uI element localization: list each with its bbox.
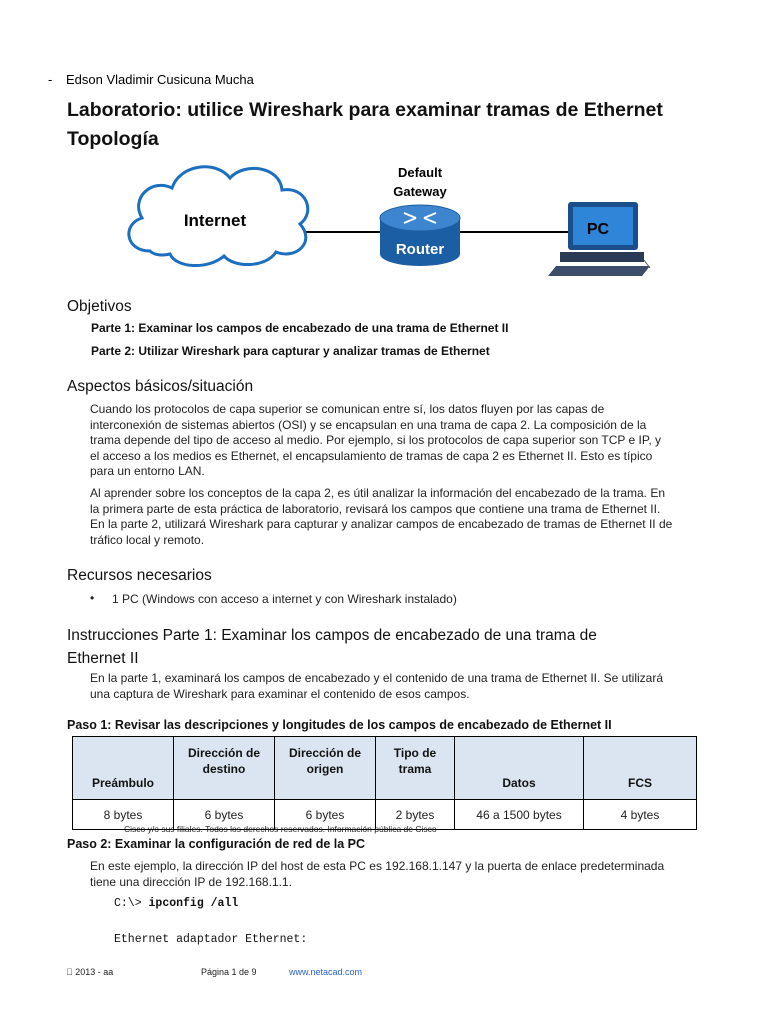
paso-2-heading: Paso 2: Examinar la configuración de red de la PC — [67, 837, 366, 851]
recursos-list-item — [90, 591, 457, 606]
cell-preambulo: 8 bytes — [73, 800, 174, 830]
pc-label: PC — [586, 221, 610, 238]
header-text: trama — [398, 762, 432, 776]
instrucciones-heading-line2: Ethernet II — [67, 650, 139, 667]
recursos-heading: Recursos necesarios — [67, 567, 212, 584]
header-text: FCS — [628, 776, 652, 790]
topology-heading: Topología — [67, 128, 159, 150]
command-text: ipconfig /all — [148, 897, 239, 910]
cell-fcs: 4 bytes — [584, 800, 697, 830]
cell-tipo-trama: 2 bytes — [376, 800, 455, 830]
text-line: el acceso a los medios es Ethernet, el encapsulamiento de tramas de capa 2 es Ethernet II. Esto es típico — [90, 448, 653, 463]
header-datos — [455, 737, 584, 800]
header-fcs — [584, 737, 697, 800]
text-line: una captura de Wireshark para examinar el contenido de esos campos. — [90, 686, 470, 701]
text-line: tráfico local y remoto. — [90, 532, 205, 547]
header-text: Tipo de — [393, 746, 437, 760]
text-line: la primera parte de esta práctica de laboratorio, revisará los campos que contiene una trama de Ethernet II. — [90, 501, 661, 516]
text-line: Al aprender sobre los conceptos de la capa 2, es útil analizar la información del encabezado de la trama. En — [90, 486, 666, 500]
header-preambulo — [73, 737, 174, 800]
header-tipo-trama — [376, 737, 455, 800]
aspectos-paragraph-2 — [90, 486, 710, 548]
header-text: origen — [306, 762, 344, 776]
text-line: En la parte 1, examinará los campos de encabezado y el contenido de una trama de Ethernet II. Se utilizará — [90, 671, 664, 685]
adapter-line: Ethernet adaptador Ethernet: — [114, 933, 308, 946]
footer-link[interactable]: www.netacad.com — [289, 967, 363, 977]
table-header-row — [73, 737, 697, 800]
header-text: Dirección de — [288, 746, 362, 760]
header-text: destino — [202, 762, 246, 776]
text-line: trama depende del tipo de acceso al medio. Por ejemplo, si los protocolos de capa superior son TCP e IP, y — [90, 433, 661, 447]
topology-diagram — [120, 156, 660, 286]
header-text: Preámbulo — [91, 776, 154, 790]
text-line: interconexión de sistemas abiertos (OSI) y se encapsulan en una trama de capa 2. La composición de la — [90, 417, 647, 432]
aspectos-heading: Aspectos básicos/situación — [67, 378, 254, 395]
text-line: En la parte 2, utilizará Wireshark para capturar y analizar campos de encabezado de tramas de Ethernet II de — [90, 517, 673, 531]
objetivos-heading: Objetivos — [67, 298, 132, 315]
recursos-item-text: 1 PC (Windows con acceso a internet y con Wireshark instalado) — [112, 592, 457, 606]
header-direccion-origen — [275, 737, 376, 800]
header-text: Datos — [502, 776, 536, 790]
header-direccion-destino — [174, 737, 275, 800]
paso-2-paragraph — [90, 859, 710, 890]
instrucciones-heading-line1: Instrucciones Parte 1: Examinar los campos de encabezado de una trama de — [67, 627, 597, 644]
author-line — [48, 72, 254, 87]
gateway-label-line1: Default — [397, 165, 443, 180]
page-title: Laboratorio: utilice Wireshark para examinar tramas de Ethernet — [67, 99, 663, 121]
footer-page-number: Página 1 de 9 — [201, 967, 257, 977]
author-dash: - — [48, 72, 53, 87]
cell-datos: 46 a 1500 bytes — [455, 800, 584, 830]
aspectos-paragraph-1 — [90, 402, 710, 480]
gateway-label-line2: Gateway — [393, 184, 447, 199]
objetivo-parte-1: Parte 1: Examinar los campos de encabezado de una trama de Ethernet II — [91, 321, 509, 335]
command-prompt: C:\> — [114, 897, 142, 910]
footer-copyright:   2013 - aa — [66, 967, 114, 977]
objetivo-parte-2: Parte 2: Utilizar Wireshark para capturar y analizar tramas de Ethernet — [91, 344, 490, 358]
router-label: Router — [395, 241, 445, 258]
copyright-notice: Cisco y/o sus filiales. Todos los derechos reservados. Información pública de Cisco — [124, 824, 437, 834]
header-text: Dirección de — [187, 746, 261, 760]
instrucciones-paragraph — [90, 671, 710, 702]
paso-1-heading: Paso 1: Revisar las descripciones y longitudes de los campos de encabezado de Ethernet II — [67, 718, 612, 732]
text-line: para un entorno LAN. — [90, 464, 205, 478]
text-line: En este ejemplo, la dirección IP del host de esta PC es 192.168.1.147 y la puerta de enlace predeterminada — [90, 859, 665, 873]
text-line: Cuando los protocolos de capa superior se comunican entre sí, los datos fluyen por las capas de — [90, 402, 605, 416]
author-name: Edson Vladimir Cusicuna Mucha — [66, 72, 254, 87]
command-line — [114, 897, 238, 910]
bullet-icon: • — [90, 591, 95, 605]
cell-direccion-destino: 6 bytes — [174, 800, 275, 830]
internet-label: Internet — [183, 211, 247, 230]
ethernet-fields-table — [72, 736, 697, 830]
cell-direccion-origen: 6 bytes — [275, 800, 376, 830]
text-line: tiene una dirección IP de 192.168.1.1. — [90, 874, 292, 889]
pc-icon — [548, 202, 650, 276]
